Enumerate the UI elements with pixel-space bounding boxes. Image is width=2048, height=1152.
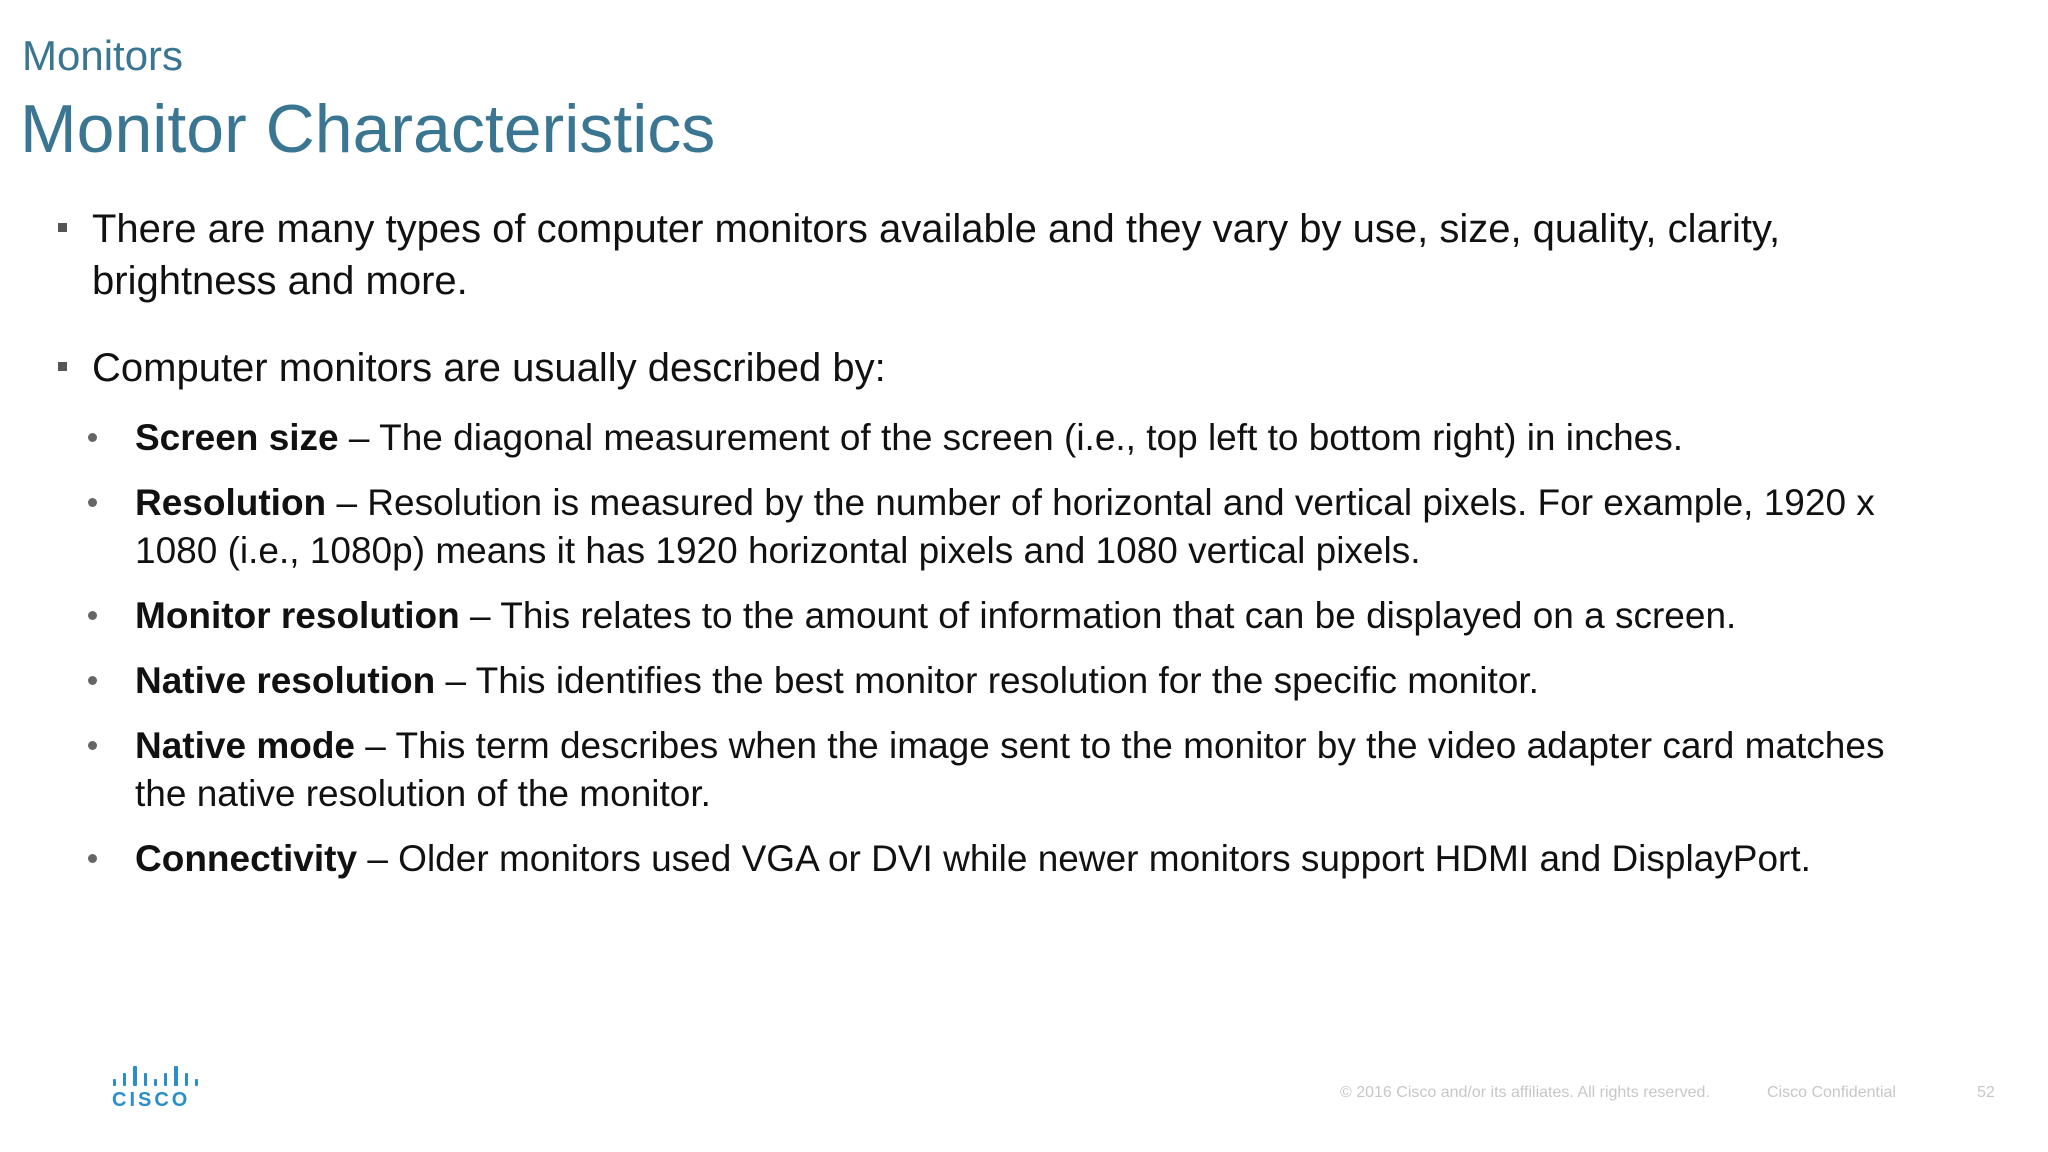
sub-bullet-resolution bbox=[0, 479, 1915, 575]
term-description: – This term describes when the image sent to the monitor by the video adapter card matches the native resolution of the monitor. bbox=[135, 725, 1885, 814]
page-number: 52 bbox=[1977, 1084, 1995, 1101]
round-bullet-icon bbox=[88, 741, 97, 750]
sub-bullet-native-resolution bbox=[0, 657, 1915, 705]
round-bullet-icon bbox=[88, 433, 97, 442]
cisco-bars-icon bbox=[113, 1066, 198, 1086]
cisco-logo bbox=[112, 1066, 198, 1114]
term-description: – Older monitors used VGA or DVI while newer monitors support HDMI and DisplayPort. bbox=[357, 838, 1811, 879]
round-bullet-icon bbox=[88, 611, 97, 620]
term-label: Monitor resolution bbox=[135, 595, 460, 636]
bullet-text: Computer monitors are usually described by: bbox=[92, 346, 886, 390]
term-description: – Resolution is measured by the number of horizontal and vertical pixels. For example, 1920 x 1080 (i.e., 1080p) means it has 1920 horizontal pixels and 1080 vertical pixels. bbox=[135, 482, 1875, 571]
term-description: – This relates to the amount of information that can be displayed on a screen. bbox=[459, 595, 1737, 636]
bullet-item bbox=[0, 342, 1952, 394]
sub-bullet-screen-size bbox=[0, 414, 1915, 462]
sub-bullet-native-mode bbox=[0, 722, 1915, 818]
footer-copyright: © 2016 Cisco and/or its affiliates. All rights reserved. bbox=[1340, 1084, 1710, 1101]
slide-content bbox=[0, 203, 2048, 900]
bullet-text: There are many types of computer monitors available and they vary by use, size, quality, clarity, brightness and more. bbox=[92, 207, 1781, 303]
page-title: Monitor Characteristics bbox=[20, 91, 716, 167]
square-bullet-icon bbox=[58, 223, 67, 232]
cisco-wordmark: CISCO bbox=[112, 1089, 191, 1111]
round-bullet-icon bbox=[88, 854, 97, 863]
term-label: Native resolution bbox=[135, 660, 436, 701]
round-bullet-icon bbox=[88, 676, 97, 685]
round-bullet-icon bbox=[88, 498, 97, 507]
term-label: Connectivity bbox=[135, 838, 358, 879]
sub-bullet-monitor-resolution bbox=[0, 592, 1915, 640]
footer-confidential: Cisco Confidential bbox=[1767, 1084, 1896, 1101]
term-label: Resolution bbox=[135, 482, 327, 523]
term-description: – The diagonal measurement of the screen (i.e., top left to bottom right) in inches. bbox=[338, 417, 1684, 458]
square-bullet-icon bbox=[58, 362, 67, 371]
term-description: – This identifies the best monitor resolution for the specific monitor. bbox=[435, 660, 1539, 701]
term-label: Native mode bbox=[135, 725, 356, 766]
sub-bullet-connectivity bbox=[0, 835, 1915, 883]
term-label: Screen size bbox=[135, 417, 339, 458]
section-title: Monitors bbox=[22, 32, 184, 79]
bullet-item bbox=[0, 203, 1952, 307]
